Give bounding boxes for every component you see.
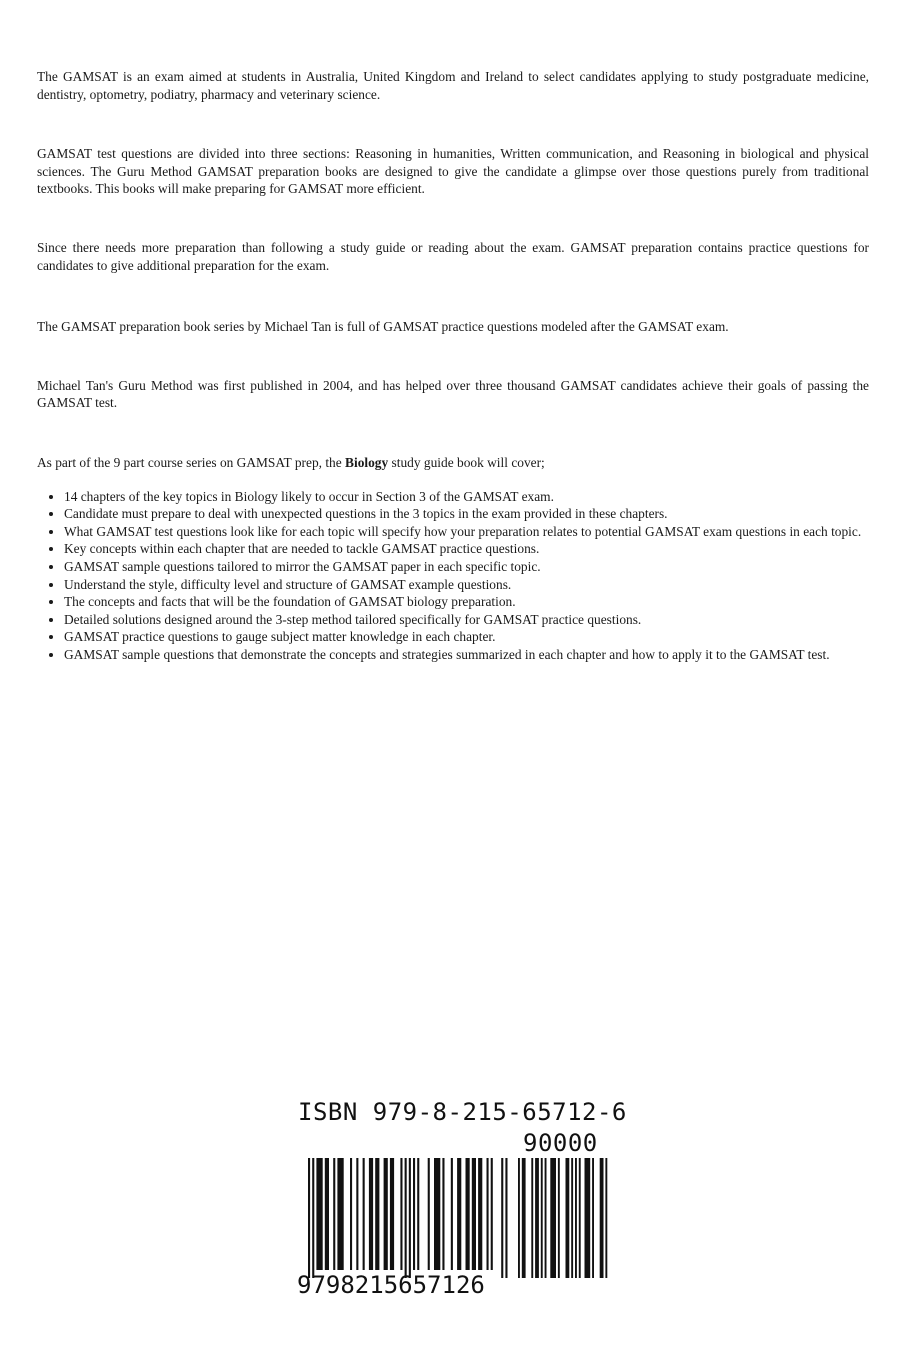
list-item: • Key concepts within each chapter that are needed to tackle GAMSAT practice questions. bbox=[64, 540, 869, 558]
addon-bar bbox=[579, 1158, 581, 1278]
guard-bar bbox=[405, 1158, 407, 1278]
barcode-bar bbox=[413, 1158, 415, 1270]
intro-subject: Biology bbox=[345, 454, 389, 470]
barcode-bar bbox=[472, 1158, 476, 1270]
paragraph-guru-method: Michael Tan's Guru Method was first published in 2004, and has helped over three thousand GAMSAT candidates achieve their goals of passing the GAMSAT test. bbox=[37, 377, 869, 411]
paragraph-preparation: Since there needs more preparation than following a study guide or reading about the exam. GAMSAT preparation contains practice questions for candidates to give additional preparation for the exam. bbox=[37, 239, 869, 273]
list-item: • GAMSAT sample questions that demonstrate the concepts and strategies summarized in each chapter and how to apply it to the GAMSAT test. bbox=[64, 646, 869, 664]
list-item: • GAMSAT sample questions tailored to mirror the GAMSAT paper in each specific topic. bbox=[64, 558, 869, 576]
list-item: • GAMSAT practice questions to gauge subject matter knowledge in each chapter. bbox=[64, 628, 869, 646]
addon-bar bbox=[571, 1158, 573, 1278]
barcode-bar bbox=[491, 1158, 493, 1270]
barcode-bar bbox=[375, 1158, 379, 1270]
addon-bar bbox=[545, 1158, 547, 1278]
paragraph-series: The GAMSAT preparation book series by Michael Tan is full of GAMSAT practice questions modeled after the GAMSAT exam. bbox=[37, 319, 729, 335]
addon-bar bbox=[575, 1158, 577, 1278]
intro-after: study guide book will cover; bbox=[388, 454, 545, 470]
barcode-bar bbox=[369, 1158, 373, 1270]
addon-bar bbox=[535, 1158, 539, 1278]
addon-bar bbox=[558, 1158, 560, 1278]
addon-bar bbox=[541, 1158, 543, 1278]
list-item: • Detailed solutions designed around the 3-step method tailored specifically for GAMSAT practice questions. bbox=[64, 611, 869, 629]
list-item: • Candidate must prepare to deal with unexpected questions in the 3 topics in the exam provided in these chapters. bbox=[64, 505, 869, 523]
barcode-bar bbox=[350, 1158, 352, 1270]
barcode-bar bbox=[417, 1158, 419, 1270]
addon-bar bbox=[592, 1158, 594, 1278]
barcode-bar bbox=[457, 1158, 461, 1270]
barcode-bar bbox=[487, 1158, 489, 1270]
addon-bar bbox=[550, 1158, 556, 1278]
addon-bar bbox=[566, 1158, 570, 1278]
paragraph-course-intro bbox=[37, 454, 869, 472]
barcode-bar bbox=[390, 1158, 394, 1270]
list-item: • The concepts and facts that will be the foundation of GAMSAT biology preparation. bbox=[64, 593, 869, 611]
barcode-bar bbox=[428, 1158, 430, 1270]
addon-bar bbox=[522, 1158, 526, 1278]
paragraph-gamsat-intro: The GAMSAT is an exam aimed at students in Australia, United Kingdom and Ireland to select candidates applying to study postgraduate medicine, dentistry, optometry, podiatry, pharmacy and veterinary science. bbox=[37, 69, 869, 102]
barcode-bars bbox=[296, 1158, 614, 1278]
guard-bar bbox=[409, 1158, 411, 1278]
barcode-bar bbox=[316, 1158, 322, 1270]
isbn-label: ISBN 979-8-215-65712-6 bbox=[298, 1098, 627, 1126]
ean-digits: 9798215657126 bbox=[297, 1271, 485, 1299]
list-item: • 14 chapters of the key topics in Biology likely to occur in Section 3 of the GAMSAT exam. bbox=[64, 488, 869, 506]
barcode-bar bbox=[325, 1158, 329, 1270]
guard-bar bbox=[308, 1158, 310, 1278]
addon-bar bbox=[585, 1158, 591, 1278]
barcode-bar bbox=[363, 1158, 365, 1270]
barcode-bar bbox=[384, 1158, 388, 1270]
barcode-bar bbox=[356, 1158, 358, 1270]
addon-bar bbox=[531, 1158, 533, 1278]
guard-bar bbox=[312, 1158, 314, 1278]
isbn-barcode bbox=[296, 1096, 627, 1304]
barcode-bar bbox=[434, 1158, 440, 1270]
barcode-bar bbox=[333, 1158, 335, 1270]
list-item: • What GAMSAT test questions look like for each topic will specify how your preparation relates to potential GAMSAT exam questions in each topic. bbox=[64, 523, 869, 541]
list-item: • Understand the style, difficulty level and structure of GAMSAT example questions. bbox=[64, 576, 869, 594]
barcode-bar bbox=[337, 1158, 343, 1270]
paragraph-sections: GAMSAT test questions are divided into three sections: Reasoning in humanities, Written communication, and Reasoning in biological and physical sciences. The Guru Method GAMSAT preparation books are designed to give the candidate a glimpse over those questions purely from traditional textbooks. This books will make preparing for GAMSAT more efficient. bbox=[37, 146, 869, 197]
guard-bar bbox=[501, 1158, 503, 1278]
barcode-bar bbox=[442, 1158, 444, 1270]
addon-bar bbox=[518, 1158, 520, 1278]
barcode-bar bbox=[466, 1158, 470, 1270]
barcode-bar bbox=[451, 1158, 453, 1270]
price-addon-label: 90000 bbox=[523, 1129, 598, 1157]
barcode-bar bbox=[400, 1158, 402, 1270]
addon-bar bbox=[605, 1158, 607, 1278]
coverage-list bbox=[37, 488, 869, 664]
addon-bar bbox=[600, 1158, 604, 1278]
barcode-bar bbox=[478, 1158, 482, 1270]
back-cover-text bbox=[37, 68, 869, 663]
guard-bar bbox=[505, 1158, 507, 1278]
intro-before: As part of the 9 part course series on GAMSAT prep, the bbox=[37, 454, 346, 470]
